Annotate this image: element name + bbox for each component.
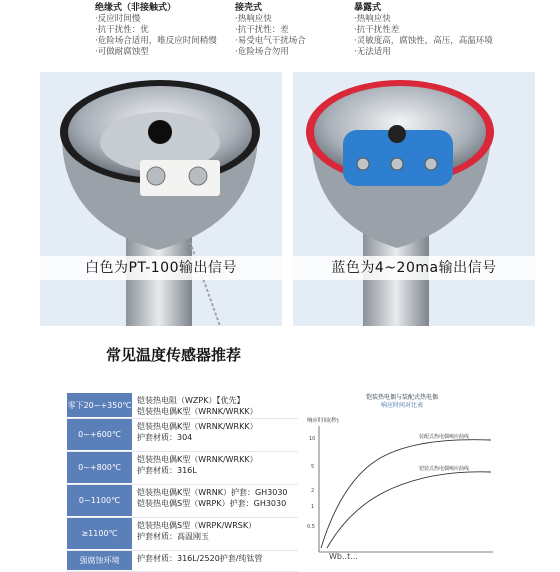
table-row	[67, 485, 298, 518]
sensor-description-line: 护套材质：316L	[137, 466, 197, 475]
table-row	[67, 419, 298, 452]
exposed-type-line: ·抗干扰性差	[354, 25, 400, 35]
temperature-range-cell: 0~+800℃	[67, 452, 132, 484]
chart-ylabel: 响应时间(秒)	[307, 418, 339, 424]
series-label: 铠装式热电偶响应曲线	[419, 466, 470, 472]
y-tick-label: 2	[311, 488, 315, 494]
chart-plot	[307, 388, 497, 560]
temperature-range-cell: 0~1100℃	[67, 485, 132, 517]
insulated-type-line: ·危险场合适用，唯反应时间稍慢	[95, 36, 217, 46]
sensor-description-cell	[132, 551, 298, 571]
y-tick-label: 5	[311, 464, 315, 470]
temperature-range-cell: 零下20~+350℃	[67, 393, 132, 418]
sensor-description-cell	[132, 452, 298, 484]
temperature-range-cell: ≥1100℃	[67, 518, 132, 550]
exposed-type-line: ·热响应快	[354, 14, 391, 24]
temperature-range-cell: 0~+600℃	[67, 419, 132, 451]
sensor-description-line: 铠装热电偶S型（WRPK/WRSK）	[137, 521, 257, 530]
transmitter-head-illustration	[293, 72, 535, 326]
chart-subtitle: 响应时间对比表	[380, 402, 423, 409]
chart-footer: Wb..t...	[329, 552, 358, 560]
table-row	[67, 393, 298, 419]
grounded-type-title: 接壳式	[235, 3, 263, 13]
insulated-type-line: ·反应时间慢	[95, 14, 141, 24]
grounded-type-line: ·危险场合勿用	[235, 47, 289, 57]
pt100-head-photo	[40, 72, 282, 326]
transmitter-caption	[293, 256, 535, 280]
table-row	[67, 551, 298, 572]
y-tick-label: 10	[309, 436, 316, 442]
grounded-type-column	[235, 2, 306, 58]
exposed-type-column	[354, 2, 493, 58]
response-time-chart	[307, 388, 497, 560]
sensor-description-cell	[132, 485, 298, 517]
pt100-caption	[40, 256, 282, 280]
sensor-description-cell	[132, 518, 298, 550]
sensor-description-cell	[132, 419, 298, 451]
grounded-type-line: ·抗干扰性：差	[235, 25, 289, 35]
exposed-type-line: ·灵敏度高，腐蚀性，高压，高温环境	[354, 36, 493, 46]
sensor-description-line: 铠装热电偶K型（WRNK/WRKK）	[137, 407, 258, 416]
sensor-description-line: 铠装热电偶S型（WRPK）护套：GH3030	[137, 499, 287, 508]
chart-title: 铠装热电偶与装配式热电偶	[365, 394, 438, 401]
temperature-range-cell: 强腐蚀环境	[67, 551, 132, 571]
sensor-description-line: 铠装热电偶K型（WRNK/WRKK）	[137, 455, 258, 464]
table-row	[67, 452, 298, 485]
transmitter-caption-text: 蓝色为4~20ma输出信号	[331, 260, 497, 276]
series-curve-assembled	[321, 440, 491, 548]
pt100-caption-text: 白色为PT-100输出信号	[85, 260, 237, 276]
insulated-type-column	[95, 2, 217, 58]
table-row	[67, 518, 298, 551]
exposed-type-title: 暴露式	[354, 3, 382, 13]
pt100-head-illustration	[40, 72, 282, 326]
section-title: 常见温度传感器推荐	[106, 346, 242, 364]
sensor-description-line: 铠装热电偶K型（WRNK）护套：GH3030	[137, 488, 288, 497]
sensor-recommendation-table	[67, 393, 298, 572]
transmitter-head-photo	[293, 72, 535, 326]
sensor-description-line: 铠装热电偶K型（WRNK/WRKK）	[137, 422, 258, 431]
sensor-description-line: 铠装热电阻（WZPK）【优先】	[137, 396, 245, 405]
sensor-description-line: 护套材质：304	[137, 433, 193, 442]
insulated-type-title: 绝缘式（非接触式）	[95, 3, 177, 13]
sensor-description-line: 护套材质：高温刚玉	[137, 532, 209, 541]
y-tick-label: 1	[311, 504, 315, 510]
sensor-description-cell	[132, 393, 298, 418]
y-tick-label: 0.5	[307, 524, 315, 530]
series-label: 装配式热电偶响应曲线	[419, 434, 470, 440]
junction-type-descriptions	[95, 2, 515, 64]
insulated-type-line: ·抗干扰性：优	[95, 25, 149, 35]
sensor-description-line: 护套材质：316L/2520护套/纯钛管	[137, 554, 263, 563]
exposed-type-line: ·无法适用	[354, 47, 391, 57]
grounded-type-line: ·热响应快	[235, 14, 272, 24]
series-curve-armored	[327, 472, 491, 548]
grounded-type-line: ·易受电气干扰场合	[235, 36, 306, 46]
insulated-type-line: ·可做耐腐蚀型	[95, 47, 149, 57]
